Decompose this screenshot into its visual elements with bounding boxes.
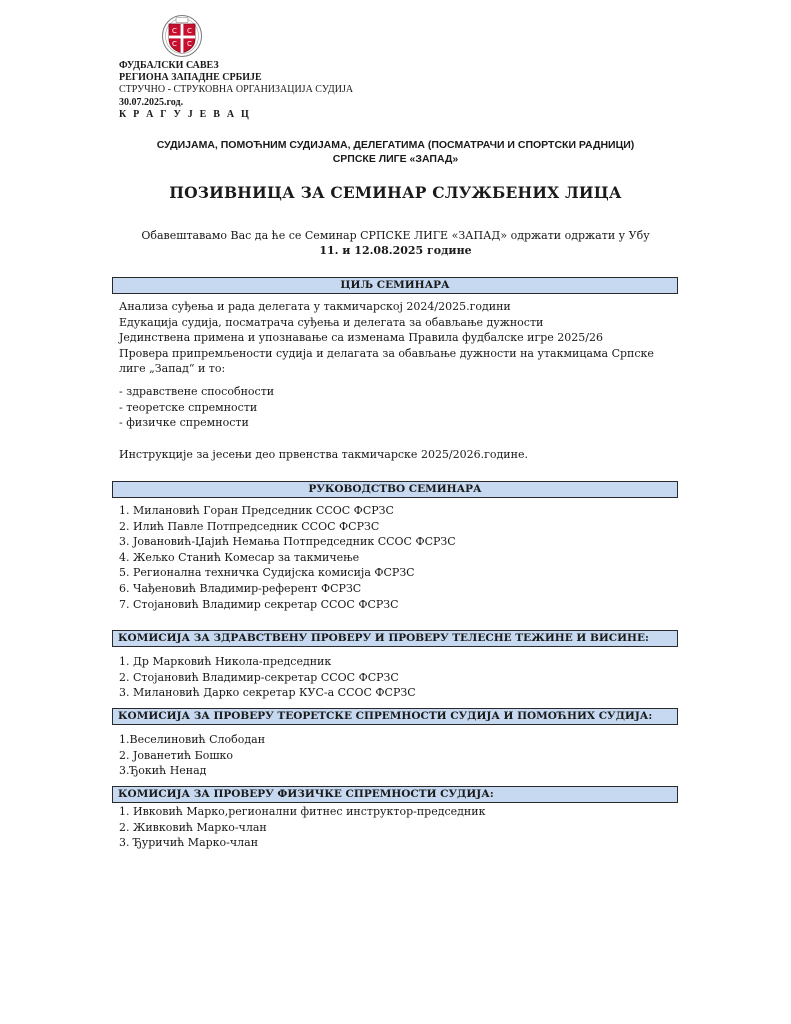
list-item: 2. Стојановић Владимир-секретар ССОС ФСРЗС [119,670,399,684]
document-title: ПОЗИВНИЦА ЗА СЕМИНАР СЛУЖБЕНИХ ЛИЦА [169,183,622,202]
goal-text-block [119,299,654,377]
organization-header [119,60,353,121]
addressee-line1: СУДИЈАМА, ПОМОЋНИМ СУДИЈАМА, ДЕЛЕГАТИМА (ПОСМАТРАЧИ И СПОРТСКИ РАДНИЦИ) [156,139,635,151]
addressee-line2: СРПСКЕ ЛИГЕ «ЗАПАД» [332,153,459,165]
fitness-commission-heading: КОМИСИЈА ЗА ПРОВЕРУ ФИЗИЧКЕ СПРЕМНОСТИ СУДИЈА: [112,786,678,803]
list-item: 5. Регионална техничка Судијска комисија ФСРЗС [119,566,415,580]
svg-text:С: С [187,40,192,48]
list-item: 1. Милановић Горан Председник ССОС ФСРЗС [119,504,394,517]
list-item: 1. Др Марковић Никола-председник [119,655,332,668]
intro-dates: 11. и 12.08.2025 године [319,244,472,257]
svg-text:С: С [172,27,177,35]
goal-bullet-list [119,384,274,431]
theory-commission-heading: КОМИСИЈА ЗА ПРОВЕРУ ТЕОРЕТСКЕ СПРЕМНОСТИ СУДИЈА И ПОМОЋНИХ СУДИЈА: [112,708,678,725]
leadership-section-heading: РУКОВОДСТВО СЕМИНАРА [112,481,678,498]
svg-text:С: С [172,40,177,48]
health-commission-list [119,654,416,701]
health-commission-heading: КОМИСИЈА ЗА ЗДРАВСТВЕНУ ПРОВЕРУ И ПРОВЕРУ ТЕЛЕСНЕ ТЕЖИНЕ И ВИСИНЕ: [112,630,678,647]
list-item: 2. Јованетић Бошко [119,748,234,762]
goal-line: Јединствена примена и упознавање са изменама Правила фудбалске игре 2025/26 [119,331,603,345]
theory-commission-list [119,732,265,779]
document-date: 30.07.2025.год. [119,96,184,108]
list-item: 3. Милановић Дарко секретар КУС-а ССОС ФСРЗС [119,686,416,700]
org-name-line3: СТРУЧНО - СТРУКОВНА ОРГАНИЗАЦИЈА СУДИЈА [119,84,354,96]
goal-line: Провера припремљености судија и делагата за обављање дужности на утакмицама Српске [119,346,654,360]
list-item: 3. Ђуричић Марко-члан [119,836,259,850]
goal-instruction: Инструкције за јесењи део првенства такмичарске 2025/2026.године. [119,448,528,461]
addressee-block [0,138,791,166]
goal-bullet: - теоретске спремности [119,400,258,414]
fitness-commission-list [119,804,485,851]
list-item: 4. Жељко Станић Комесар за такмичење [119,550,360,564]
list-item: 1. Ивковић Марко,регионални фитнес инструктор-председник [119,805,486,818]
list-item: 2. Илић Павле Потпредседник ССОС ФСРЗС [119,519,380,533]
intro-line1: Обавештавамо Вас да ће се Семинар СРПСКЕ ЛИГЕ «ЗАПАД» одржати одржати у Убу [141,229,650,242]
football-association-emblem-icon [161,14,203,58]
list-item: 1.Веселиновић Слободан [119,733,266,746]
org-name-line1: ФУДБАЛСКИ САВЕЗ [119,60,219,71]
org-name-line2: РЕГИОНА ЗАПАДНЕ СРБИЈЕ [119,72,262,84]
leadership-list [119,503,456,612]
list-item: 6. Чађеновић Владимир-референт ФСРЗС [119,581,362,595]
svg-text:С: С [187,27,192,35]
goal-bullet: - физичке спремности [119,416,249,430]
list-item: 2. Живковић Марко-члан [119,820,267,834]
goal-bullet: - здравствене способности [119,385,275,398]
goal-section-heading: ЦИЉ СЕМИНАРА [112,277,678,294]
goal-line: лиге „Запад“ и то: [119,362,226,376]
intro-paragraph [0,228,791,258]
document-city: К Р А Г У Ј Е В А Ц [119,108,251,120]
goal-line: Анализа суђења и рада делегата у такмичарској 2024/2025.години [119,300,511,313]
goal-line: Едукација судија, посматрача суђења и делегата за обављање дужности [119,315,544,329]
list-item: 3. Јовановић-Џајић Немања Потпредседник ССОС ФСРЗС [119,535,456,549]
list-item: 3.Ђокић Ненад [119,764,207,778]
list-item: 7. Стојановић Владимир секретар ССОС ФСРЗС [119,597,399,611]
